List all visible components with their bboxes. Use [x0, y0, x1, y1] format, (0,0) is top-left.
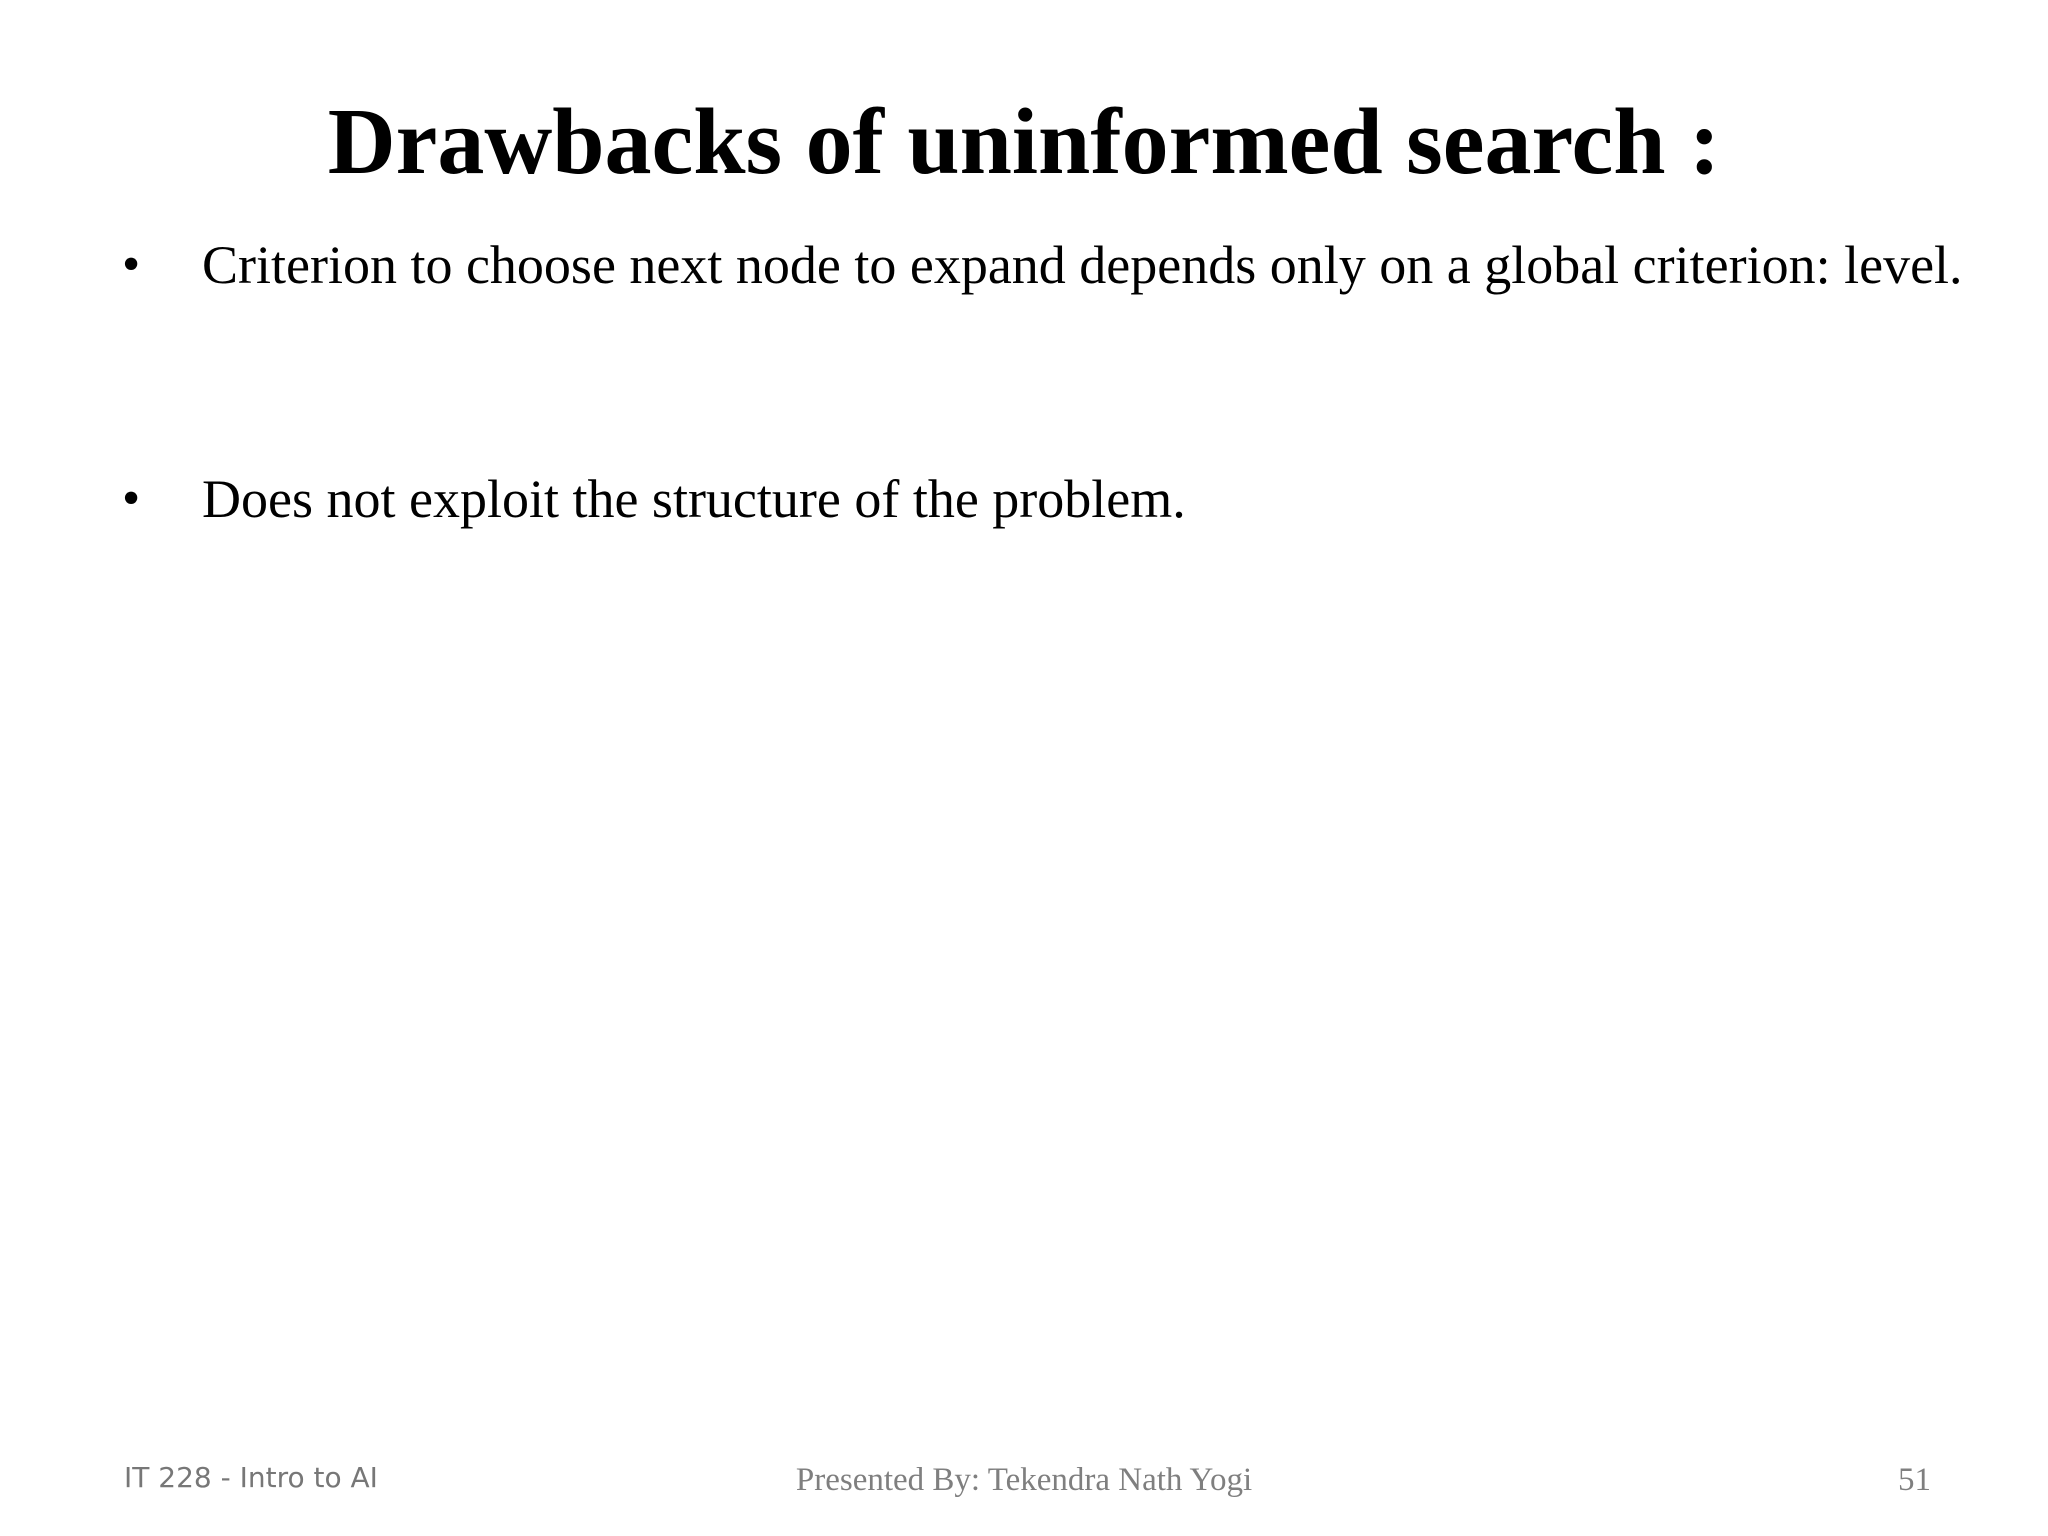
slide-page-number: 51 [1898, 1462, 1931, 1498]
bullet-text: Criterion to choose next node to expand depends only on a global criterion: level. [202, 235, 1963, 295]
footer-presenter-label: Presented By: Tekendra Nath Yogi [795, 1462, 1253, 1498]
bullet-marker: • [122, 470, 141, 527]
footer-course-label: IT 228 - Intro to AI [124, 1461, 378, 1494]
bullet-marker: • [122, 236, 141, 293]
slide-title: Drawbacks of uninformed search : [327, 90, 1721, 194]
bullet-text: Does not exploit the structure of the problem. [202, 469, 1186, 529]
